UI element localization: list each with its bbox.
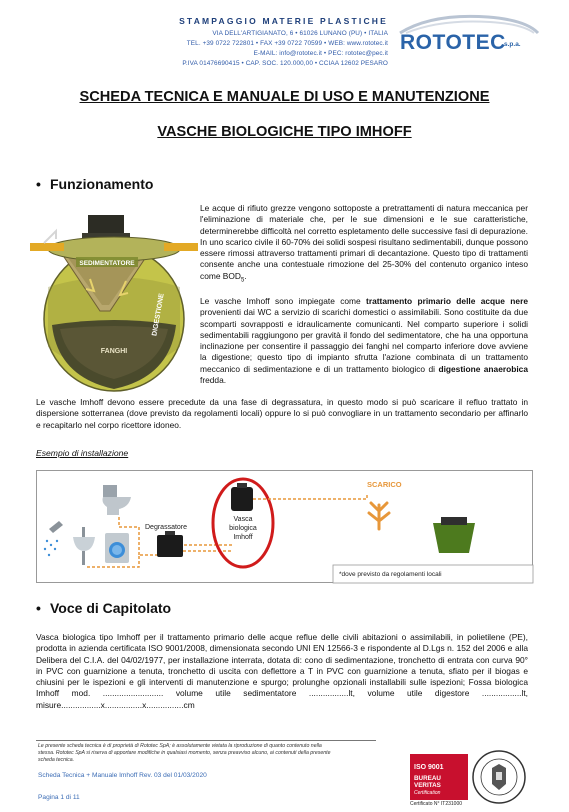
label-degrassatore: Degrassatore — [145, 524, 188, 531]
para2-bold-digestione: digestione anaerobica — [438, 363, 528, 374]
footer-divider — [36, 740, 376, 741]
installation-diagram — [36, 470, 533, 583]
sink-icon — [73, 527, 95, 565]
company-email: E-MAIL: info@rototec.it • PEC: rototec@pec.it — [253, 50, 388, 57]
company-fiscal: P.IVA 01476690415 • CAP. SOC. 120.000,00 • CCIAA 12602 PESARO — [182, 60, 388, 67]
label-imhoff-1: Vasca — [233, 516, 253, 523]
toilet-icon — [103, 485, 132, 515]
logo-suffix: s.p.a. — [504, 41, 521, 48]
cert-bureau-veritas: BUREAU VERITAS — [414, 775, 441, 789]
shower-icon — [44, 521, 63, 556]
dispersion-pipe-icon — [369, 503, 389, 529]
company-contacts: TEL. +39 0722 722801 • FAX +39 0722 70599 • WEB: www.rototec.it — [186, 40, 388, 47]
label-imhoff-3: Imhoff — [233, 534, 253, 541]
section-heading-funzionamento — [36, 176, 153, 192]
cert-certification: Certification — [414, 790, 441, 796]
section-heading-voce — [36, 600, 171, 616]
imhoff-tank-illustration — [30, 207, 198, 397]
example-label: Esempio di installazione — [36, 448, 129, 458]
paragraph-funzionamento-3: Le vasche Imhoff devono essere precedute da una fase di degrassatura, in questo modo si può scaricare il refluo trattato in dispersione sotterranea (dove previsto da regolamenti locali) oppure lo si può convogliare in un trattamento secondario per affinarlo e recapitarlo nel corpo ricettore idoneo. — [36, 397, 528, 430]
logo-text: ROTOTEC — [400, 31, 506, 54]
paragraph-capitolato: Vasca biologica tipo Imhoff per il trattamento primario delle acque reflue delle civili abitazioni o assimilabili, in polietilene (PE), prodotta in azienda certificata ISO 9001/2008, dimensionata secondo UNI EN 12566-3 e rispondente al D.Lgs n. 152 del 2006 e alla Delibera del C.I.A. del 04/02/1977, per installazione interrata, dotata di: cono di sedimentazione, tronchetto di entrata con curva 90° in PVC con guarnizione a tenuta, tronchetto di uscita con deflettore a T in PVC con guarnizione a tenuta, sfiato per il biogas e chiusini per le ispezioni e gli interventi di manutenzione e spurgo; prolunghe opzionali installabili sulle ispezioni; Fossa biologica Imhoff mod. .......................... volume utile sedimentatore .................lt, volume utile digestore .................lt, misure.................x................x................cm — [36, 632, 528, 710]
label-imhoff-2: biologica — [229, 525, 257, 532]
cert-iso: ISO 9001 — [414, 764, 444, 771]
para2-text-c: provenienti dai WC a servizio di scarichi domestici o assimilabili. Sono costituite da due scomparti sovrapposti e idraulicamente comunicanti. Nel comparto superiore i solidi sedimentabili raggiungono per gravità il fondo del sedimentatore, che ha una opportuna inclinazione per consentire il passaggio dei fanghi nel comparto inferiore dove avviene la digestione; questo tipo di impianto sfrutta l'azione combinata di un trattamento meccanico di sedimentazione e di un trattamento biologico di — [200, 307, 528, 374]
bullet-icon: • — [36, 176, 41, 192]
footer-document-reference: Scheda Tecnica + Manuale Imhoff Rev. 03 del 01/03/2020 — [38, 772, 207, 779]
footer-page-number: Pagina 1 di 11 — [38, 794, 80, 801]
cert-number: Certificato N° IT231000 — [410, 801, 463, 807]
section-heading-label: Funzionamento — [50, 176, 154, 192]
certification-badge — [410, 746, 528, 808]
bullet-icon: • — [36, 600, 41, 616]
degrassatore-tank-icon — [157, 531, 183, 557]
iso-certification-box — [410, 754, 468, 800]
rototec-logo — [396, 11, 542, 59]
para1-end: . — [244, 270, 247, 281]
washing-machine-icon — [105, 533, 129, 563]
bod-subscript: 5 — [240, 277, 245, 284]
label-sedimentatore: SEDIMENTATORE — [79, 260, 135, 267]
bureau-veritas-seal-icon — [470, 746, 528, 808]
page-title: SCHEDA TECNICA E MANUALE DI USO E MANUTENZIONE — [79, 89, 490, 105]
installation-diagram-svg — [37, 471, 534, 584]
para2-text-e: fredda. — [200, 375, 227, 386]
secondary-treatment-icon — [433, 517, 475, 553]
paragraph-funzionamento-1 — [200, 203, 528, 287]
company-address: VIA DELL'ARTIGIANATO, 6 • 61026 LUNANO (PU) • ITALIA — [212, 30, 388, 37]
paragraph-funzionamento-2 — [200, 296, 528, 386]
para2-text-a: Le vasche Imhoff sono impiegate come — [200, 296, 367, 306]
section-heading-label: Voce di Capitolato — [50, 600, 172, 616]
label-note: *dove previsto da regolamenti locali — [339, 571, 442, 578]
company-tagline: STAMPAGGIO MATERIE PLASTICHE — [179, 16, 388, 26]
label-scarico: SCARICO — [367, 480, 402, 489]
label-fanghi: FANGHI — [100, 348, 128, 355]
para2-bold-trattamento: trattamento primario delle acque nere — [366, 296, 528, 306]
footer-legal-notice: Le presente scheda tecnica è di proprietà di Rototec SpA; è assolutamente vietata la riproduzione di quanto contenuto nella stessa. Rototec SpA si riserva di apportare modifiche in qualsiasi momento, senza preavviso alcuno, ai contenuti della presente scheda tecnica. — [38, 743, 331, 763]
imhoff-tank-icon — [231, 483, 253, 511]
label-digestione: DIGESTIONE — [151, 292, 166, 337]
para1-text: Le acque di rifiuto grezze vengono sottoposte a pretrattamenti di natura meccanica per l'eliminazione di materiale che, per le sue dimensioni e le sue caratteristiche, determinerebbe difficoltà nel corretto espletamento delle successive fasi di depurazione. In uno scarico civile il 60-70% dei solidi sospesi risultano sedimentabili, dunque possono essere rimossi attraverso trattamenti primari di decantazione. Questo tipo di trattamenti consente anche una contestuale rimozione del 25-30% del contenuto organico inteso come BOD — [200, 203, 528, 281]
page-subtitle: VASCHE BIOLOGICHE TIPO IMHOFF — [157, 124, 412, 140]
